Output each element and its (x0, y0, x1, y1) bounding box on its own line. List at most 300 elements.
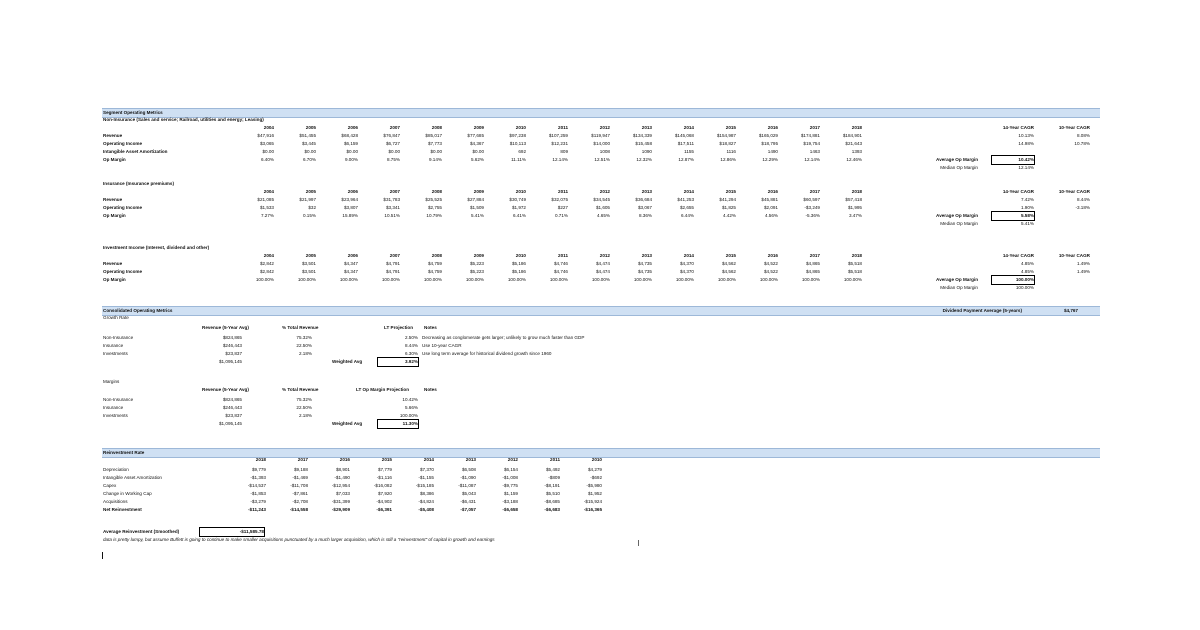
value-cell[interactable]: -$1,490 (334, 475, 350, 480)
pct-cell[interactable]: 75.32% (296, 397, 312, 402)
value-cell[interactable]: 10.51% (384, 213, 400, 218)
col-header[interactable]: Revenue (5-Year Avg) (202, 325, 249, 330)
value-cell[interactable]: $5,223 (469, 269, 484, 274)
value-cell[interactable]: 7.27% (260, 213, 274, 218)
value-cell[interactable]: $23,964 (341, 197, 358, 202)
value-cell[interactable]: $4,522 (763, 261, 778, 266)
value-cell[interactable]: $4,370 (679, 261, 694, 266)
year-header[interactable]: 2014 (683, 253, 694, 258)
value-cell[interactable]: $4,865 (805, 269, 820, 274)
value-cell[interactable]: -$1,853 (250, 491, 266, 496)
section-title[interactable]: Segment Operating Metrics (103, 110, 163, 115)
value-cell[interactable]: $30,749 (509, 197, 526, 202)
value-cell[interactable]: -$8,685 (544, 499, 560, 504)
value-cell[interactable]: 12.14% (552, 157, 568, 162)
col-header[interactable]: Notes (424, 387, 437, 392)
year-header[interactable]: 2012 (599, 125, 610, 130)
value-cell[interactable]: $25,525 (425, 197, 442, 202)
value-cell[interactable]: $41,253 (677, 197, 694, 202)
year-header[interactable]: 2013 (465, 457, 476, 462)
value-cell[interactable]: 6.40% (260, 157, 274, 162)
year-header[interactable]: 2013 (641, 125, 652, 130)
year-header[interactable]: 2007 (389, 253, 400, 258)
value-cell[interactable]: $32,075 (551, 197, 568, 202)
value-cell[interactable]: -$11,708 (290, 483, 308, 488)
value-cell[interactable]: $4,522 (763, 269, 778, 274)
year-header[interactable]: 2010 (591, 457, 602, 462)
cagr-cell[interactable]: 1.90% (1020, 205, 1034, 210)
year-header[interactable]: 2011 (558, 125, 568, 130)
value-cell[interactable]: $4,474 (595, 261, 610, 266)
value-cell[interactable]: -$809 (548, 475, 560, 480)
value-cell[interactable]: $165,029 (758, 133, 778, 138)
value-cell[interactable]: 100.00% (759, 277, 778, 282)
year-header[interactable]: 2008 (431, 253, 442, 258)
avg-reinvest-label[interactable]: Average Reinvestment (Smoothed) (103, 529, 180, 534)
year-header[interactable]: 2015 (725, 125, 736, 130)
reinvest-note[interactable]: data is pretty lumpy, but assume Buffett is going to continue to make smaller acquisitions punctuated by a much larger acquisition, which is still a "reinvestment" of capital in growth and earnings (103, 537, 495, 542)
avg-margin-label[interactable]: Average Op Margin (936, 213, 978, 218)
lt-cell[interactable]: 2.50% (404, 335, 418, 340)
year-header[interactable]: 2013 (641, 253, 652, 258)
value-cell[interactable]: $45,881 (761, 197, 778, 202)
year-header[interactable]: 2017 (809, 125, 820, 130)
cagr-cell[interactable]: 8.08% (1076, 133, 1090, 138)
value-cell[interactable]: $4,562 (721, 261, 736, 266)
value-cell[interactable]: 6.44% (680, 213, 694, 218)
value-cell[interactable]: -$5,408 (418, 507, 434, 512)
value-cell[interactable]: $4,367 (469, 141, 484, 146)
value-cell[interactable]: $4,865 (805, 261, 820, 266)
row-label[interactable]: Operating Income (103, 205, 143, 210)
value-cell[interactable]: $6,159 (343, 141, 358, 146)
row-label[interactable]: Acquisitions (103, 499, 128, 504)
row-label[interactable]: Insurance (103, 343, 124, 348)
value-cell[interactable]: $76,847 (383, 133, 400, 138)
value-cell[interactable]: $4,759 (427, 269, 442, 274)
value-cell[interactable]: -$11,087 (458, 483, 476, 488)
value-cell[interactable]: -$15,185 (415, 483, 434, 488)
value-cell[interactable]: 9.00% (344, 157, 358, 162)
value-cell[interactable]: -$11,243 (248, 507, 266, 512)
value-cell[interactable]: $4,370 (679, 269, 694, 274)
margins-title[interactable]: Margins (103, 379, 120, 384)
avg-margin-value[interactable]: 10.42% (992, 156, 1034, 164)
value-cell[interactable]: -$3,249 (804, 205, 820, 210)
value-cell[interactable]: $4,735 (637, 261, 652, 266)
value-cell[interactable]: $3,341 (385, 205, 400, 210)
value-cell[interactable]: $145,068 (674, 133, 694, 138)
value-cell[interactable]: -$3,279 (250, 499, 266, 504)
value-cell[interactable]: 100.00% (465, 277, 484, 282)
value-cell[interactable]: $7,033 (335, 491, 350, 496)
value-cell[interactable]: -$16,082 (373, 483, 392, 488)
value-cell[interactable]: $32 (308, 205, 316, 210)
value-cell[interactable]: 1490 (767, 149, 778, 154)
row-label[interactable]: Net Reinvestment (103, 507, 142, 512)
value-cell[interactable]: 100.00% (297, 277, 316, 282)
value-cell[interactable]: $21,643 (845, 141, 862, 146)
value-cell[interactable]: $0.00 (262, 149, 274, 154)
value-cell[interactable]: -$5,980 (586, 483, 602, 488)
col-header[interactable]: LT Op Margin Projection (356, 387, 409, 392)
cagr-header[interactable]: 14-Year CAGR (1002, 189, 1034, 194)
row-label[interactable]: Non-Insurance (103, 397, 134, 402)
value-cell[interactable]: $5,186 (511, 269, 526, 274)
value-cell[interactable]: 1090 (641, 149, 652, 154)
value-cell[interactable]: $47,916 (257, 133, 274, 138)
value-cell[interactable]: 100.00% (591, 277, 610, 282)
value-cell[interactable]: $21,085 (257, 197, 274, 202)
value-cell[interactable]: 12.29% (762, 157, 778, 162)
year-header[interactable]: 2005 (305, 189, 316, 194)
row-label[interactable]: Revenue (103, 197, 123, 202)
value-cell[interactable]: $27,884 (467, 197, 484, 202)
cagr-header[interactable]: 10-Year CAGR (1058, 125, 1090, 130)
median-margin-value[interactable]: 12.14% (1018, 165, 1034, 170)
value-cell[interactable]: $184,901 (842, 133, 862, 138)
year-header[interactable]: 2010 (515, 189, 526, 194)
avg-reinvest-value[interactable]: -$11,585.78 (200, 528, 264, 536)
pct-cell[interactable]: 75.32% (296, 335, 312, 340)
value-cell[interactable]: $4,347 (343, 261, 358, 266)
value-cell[interactable]: $21,997 (299, 197, 316, 202)
value-cell[interactable]: 6.70% (302, 157, 316, 162)
cagr-cell[interactable]: 1.49% (1076, 269, 1090, 274)
col-header[interactable]: LT Projection (384, 325, 414, 330)
rev-cell[interactable]: $23,837 (225, 351, 242, 356)
segment-title[interactable]: Non-Insurance (Sales and service; Railroad, utilities and energy; Leasing) (103, 117, 264, 122)
year-header[interactable]: 2013 (641, 189, 652, 194)
value-cell[interactable]: -$2,708 (292, 499, 308, 504)
value-cell[interactable]: $1,605 (595, 205, 610, 210)
year-header[interactable]: 2010 (515, 125, 526, 130)
value-cell[interactable]: $0.00 (472, 149, 484, 154)
value-cell[interactable]: $2,842 (259, 269, 274, 274)
value-cell[interactable]: -$7,861 (292, 491, 308, 496)
avg-margin-label[interactable]: Average Op Margin (936, 277, 978, 282)
value-cell[interactable]: $3,065 (259, 141, 274, 146)
note-cell[interactable]: Use long term average for historical dividend growth since 1960 (422, 351, 552, 356)
value-cell[interactable]: -$1,393 (250, 475, 266, 480)
value-cell[interactable]: -$15,924 (583, 499, 602, 504)
cagr-cell[interactable]: 7.42% (1020, 197, 1034, 202)
value-cell[interactable]: $227 (557, 205, 568, 210)
year-header[interactable]: 2018 (851, 125, 862, 130)
median-margin-value[interactable]: 100.00% (1015, 285, 1034, 290)
year-header[interactable]: 2015 (725, 189, 736, 194)
row-label[interactable]: Intangible Asset Amortization (103, 149, 168, 154)
value-cell[interactable]: $6,508 (461, 467, 476, 472)
growth-title[interactable]: Growth Rate (103, 315, 129, 320)
value-cell[interactable]: $17,511 (677, 141, 694, 146)
value-cell[interactable]: 15.89% (342, 213, 358, 218)
value-cell[interactable]: 1155 (684, 149, 694, 154)
value-cell[interactable]: $8,386 (419, 491, 434, 496)
value-cell[interactable]: -$14,537 (247, 483, 266, 488)
row-label[interactable]: Insurance (103, 405, 124, 410)
value-cell[interactable]: $36,684 (635, 197, 652, 202)
value-cell[interactable]: -$3,188 (502, 499, 518, 504)
value-cell[interactable]: 4.65% (596, 213, 610, 218)
value-cell[interactable]: 100.00% (801, 277, 820, 282)
row-label[interactable]: Change in Working Cap (103, 491, 152, 496)
value-cell[interactable]: $9,779 (251, 467, 266, 472)
value-cell[interactable]: $3,501 (301, 269, 316, 274)
value-cell[interactable]: $6,727 (385, 141, 400, 146)
value-cell[interactable]: 12.51% (594, 157, 610, 162)
median-margin-label[interactable]: Median Op Margin (940, 285, 978, 290)
value-cell[interactable]: $7,773 (427, 141, 442, 146)
value-cell[interactable]: -$9,775 (502, 483, 518, 488)
value-cell[interactable]: 100.00% (381, 277, 400, 282)
lt-cell[interactable]: 5.66% (404, 405, 418, 410)
value-cell[interactable]: $5,518 (847, 261, 862, 266)
value-cell[interactable]: -$4,902 (376, 499, 392, 504)
pct-cell[interactable]: 2.18% (298, 351, 312, 356)
value-cell[interactable]: -$31,399 (331, 499, 350, 504)
value-cell[interactable]: -$6,391 (376, 507, 392, 512)
year-header[interactable]: 2011 (550, 457, 560, 462)
avg-margin-value[interactable]: 5.58% (992, 212, 1034, 220)
value-cell[interactable]: 12.32% (636, 157, 652, 162)
value-cell[interactable]: $119,947 (591, 133, 610, 138)
value-cell[interactable]: $51,455 (299, 133, 316, 138)
year-header[interactable]: 2014 (683, 125, 694, 130)
row-label[interactable]: Op Margin (103, 157, 126, 162)
value-cell[interactable]: $3,445 (301, 141, 316, 146)
value-cell[interactable]: $5,043 (461, 491, 476, 496)
value-cell[interactable]: $3,501 (301, 261, 316, 266)
value-cell[interactable]: 0.71% (554, 213, 568, 218)
wavg-value[interactable]: 11.30% (378, 420, 418, 428)
median-margin-label[interactable]: Median Op Margin (940, 221, 978, 226)
segment-title[interactable]: Insurance (Insurance premiums) (103, 181, 174, 186)
year-header[interactable]: 2009 (473, 125, 484, 130)
value-cell[interactable]: 100.00% (717, 277, 736, 282)
value-cell[interactable]: 8.36% (638, 213, 652, 218)
segment-title[interactable]: Investment Income (Interest, dividend and other) (103, 245, 210, 250)
value-cell[interactable]: 692 (518, 149, 526, 154)
value-cell[interactable]: -$14,558 (289, 507, 308, 512)
value-cell[interactable]: 100.00% (339, 277, 358, 282)
value-cell[interactable]: $1,159 (503, 491, 518, 496)
value-cell[interactable]: $4,791 (385, 269, 400, 274)
value-cell[interactable]: $3,807 (343, 205, 358, 210)
value-cell[interactable]: $1,972 (511, 205, 526, 210)
year-header[interactable]: 2012 (507, 457, 518, 462)
year-header[interactable]: 2017 (809, 189, 820, 194)
lt-cell[interactable]: 6.30% (404, 351, 418, 356)
year-header[interactable]: 2017 (809, 253, 820, 258)
row-label[interactable]: Intangible Asset Amortization (103, 475, 162, 480)
value-cell[interactable]: $1,533 (259, 205, 274, 210)
note-cell[interactable]: Decreasing as conglomerate gets larger; unlikely to grow much faster than GDP (422, 335, 585, 340)
value-cell[interactable]: $1,509 (469, 205, 484, 210)
value-cell[interactable]: $2,091 (763, 205, 778, 210)
value-cell[interactable]: $0.00 (346, 149, 358, 154)
row-label[interactable]: Investments (103, 351, 128, 356)
year-header[interactable]: 2004 (263, 189, 274, 194)
col-header[interactable]: Notes (424, 325, 437, 330)
year-header[interactable]: 2006 (347, 253, 358, 258)
value-cell[interactable]: $4,791 (385, 261, 400, 266)
avg-margin-label[interactable]: Average Op Margin (936, 157, 978, 162)
value-cell[interactable]: 1008 (599, 149, 610, 154)
col-header[interactable]: Revenue (5-Year Avg) (202, 387, 249, 392)
year-header[interactable]: 2018 (255, 457, 266, 462)
rev-cell[interactable]: $824,865 (222, 397, 242, 402)
value-cell[interactable]: 0.15% (302, 213, 316, 218)
value-cell[interactable]: -$1,116 (376, 475, 392, 480)
row-label[interactable]: Revenue (103, 261, 123, 266)
value-cell[interactable]: 1116 (726, 149, 736, 154)
cagr-cell[interactable]: 4.85% (1020, 269, 1034, 274)
value-cell[interactable]: $4,746 (553, 269, 568, 274)
value-cell[interactable]: 12.14% (804, 157, 820, 162)
cagr-cell[interactable]: 1.49% (1076, 261, 1090, 266)
year-header[interactable]: 2011 (558, 189, 568, 194)
value-cell[interactable]: -$6,658 (502, 507, 518, 512)
section-title[interactable]: Reinvestment Rate (103, 450, 145, 455)
value-cell[interactable]: -$4,824 (418, 499, 434, 504)
value-cell[interactable]: 1463 (809, 149, 820, 154)
year-header[interactable]: 2009 (473, 189, 484, 194)
total-cell[interactable]: $1,095,145 (219, 359, 242, 364)
value-cell[interactable]: $85,017 (425, 133, 442, 138)
year-header[interactable]: 2018 (851, 189, 862, 194)
note-cell[interactable]: Use 10-year CAGR (422, 343, 462, 348)
row-label[interactable]: Investments (103, 413, 128, 418)
value-cell[interactable]: -$16,365 (583, 507, 602, 512)
value-cell[interactable]: 11.11% (511, 157, 526, 162)
cagr-cell[interactable]: 10.13% (1018, 133, 1034, 138)
value-cell[interactable]: $154,987 (716, 133, 736, 138)
year-header[interactable]: 2016 (767, 125, 778, 130)
year-header[interactable]: 2012 (599, 253, 610, 258)
total-cell[interactable]: $1,095,145 (219, 421, 242, 426)
value-cell[interactable]: $18,795 (761, 141, 778, 146)
value-cell[interactable]: -$6,431 (460, 499, 476, 504)
year-header[interactable]: 2006 (347, 125, 358, 130)
value-cell[interactable]: 8.75% (386, 157, 400, 162)
pct-cell[interactable]: 2.18% (298, 413, 312, 418)
value-cell[interactable]: $15,458 (635, 141, 652, 146)
value-cell[interactable]: 12.86% (720, 157, 736, 162)
cagr-header[interactable]: 14-Year CAGR (1002, 253, 1034, 258)
year-header[interactable]: 2007 (389, 189, 400, 194)
value-cell[interactable]: 100.00% (507, 277, 526, 282)
pct-cell[interactable]: 22.50% (296, 343, 312, 348)
dividend-label[interactable]: Dividend Payment Average (5-years) (942, 308, 1022, 313)
value-cell[interactable]: $9,188 (293, 467, 308, 472)
dividend-value[interactable]: $4,767 (1063, 308, 1078, 313)
value-cell[interactable]: 100.00% (255, 277, 274, 282)
value-cell[interactable]: $31,783 (383, 197, 400, 202)
median-margin-label[interactable]: Median Op Margin (940, 165, 978, 170)
value-cell[interactable]: 9.14% (428, 157, 442, 162)
cagr-header[interactable]: 14-Year CAGR (1002, 125, 1034, 130)
value-cell[interactable]: 6.41% (512, 213, 526, 218)
value-cell[interactable]: $7,779 (377, 467, 392, 472)
value-cell[interactable]: $5,223 (469, 261, 484, 266)
value-cell[interactable]: $2,842 (259, 261, 274, 266)
value-cell[interactable]: 5.62% (470, 157, 484, 162)
row-label[interactable]: Capex (103, 483, 117, 488)
value-cell[interactable]: 4.56% (764, 213, 778, 218)
rev-cell[interactable]: $23,837 (225, 413, 242, 418)
value-cell[interactable]: $4,474 (595, 269, 610, 274)
rev-cell[interactable]: $824,865 (222, 335, 242, 340)
value-cell[interactable]: $97,238 (509, 133, 526, 138)
year-header[interactable]: 2009 (473, 253, 484, 258)
cagr-header[interactable]: 10-Year CAGR (1058, 253, 1090, 258)
value-cell[interactable]: 5.41% (470, 213, 484, 218)
row-label[interactable]: Depreciation (103, 467, 129, 472)
value-cell[interactable]: $4,759 (427, 261, 442, 266)
value-cell[interactable]: $4,735 (637, 269, 652, 274)
pct-cell[interactable]: 22.50% (296, 405, 312, 410)
value-cell[interactable]: 809 (560, 149, 568, 154)
avg-margin-value[interactable]: 100.00% (992, 276, 1034, 284)
value-cell[interactable]: -$1,090 (460, 475, 476, 480)
value-cell[interactable]: 100.00% (423, 277, 442, 282)
lt-cell[interactable]: 8.44% (404, 343, 418, 348)
value-cell[interactable]: $2,755 (427, 205, 442, 210)
year-header[interactable]: 2015 (381, 457, 392, 462)
value-cell[interactable]: -$6,683 (544, 507, 560, 512)
value-cell[interactable]: $7,920 (377, 491, 392, 496)
value-cell[interactable]: $134,339 (632, 133, 652, 138)
value-cell[interactable]: 100.00% (675, 277, 694, 282)
year-header[interactable]: 2017 (297, 457, 308, 462)
cagr-cell[interactable]: 4.85% (1020, 261, 1034, 266)
value-cell[interactable]: $8,901 (335, 467, 350, 472)
value-cell[interactable]: -5.36% (805, 213, 820, 218)
value-cell[interactable]: $77,685 (467, 133, 484, 138)
year-header[interactable]: 2008 (431, 125, 442, 130)
value-cell[interactable]: 100.00% (843, 277, 862, 282)
value-cell[interactable]: -$1,469 (292, 475, 308, 480)
value-cell[interactable]: 10.79% (426, 213, 442, 218)
value-cell[interactable]: $0.00 (388, 149, 400, 154)
row-label[interactable]: Operating Income (103, 269, 143, 274)
wavg-value[interactable]: 3.92% (378, 358, 418, 366)
value-cell[interactable]: 4.42% (722, 213, 736, 218)
year-header[interactable]: 2008 (431, 189, 442, 194)
value-cell[interactable]: $1,995 (847, 205, 862, 210)
year-header[interactable]: 2004 (263, 125, 274, 130)
value-cell[interactable]: $68,428 (341, 133, 358, 138)
year-header[interactable]: 2004 (263, 253, 274, 258)
value-cell[interactable]: $5,510 (545, 491, 560, 496)
value-cell[interactable]: $19,754 (803, 141, 820, 146)
value-cell[interactable]: $0.00 (430, 149, 442, 154)
year-header[interactable]: 2010 (515, 253, 526, 258)
year-header[interactable]: 2007 (389, 125, 400, 130)
value-cell[interactable]: -$1,008 (502, 475, 518, 480)
year-header[interactable]: 2011 (558, 253, 568, 258)
value-cell[interactable]: $4,347 (343, 269, 358, 274)
year-header[interactable]: 2014 (683, 189, 694, 194)
value-cell[interactable]: $5,492 (545, 467, 560, 472)
rev-cell[interactable]: $246,443 (222, 405, 242, 410)
col-header[interactable]: % Total Revenue (282, 387, 319, 392)
value-cell[interactable]: $1,952 (587, 491, 602, 496)
row-label[interactable]: Op Margin (103, 213, 126, 218)
lt-cell[interactable]: 10.42% (402, 397, 418, 402)
value-cell[interactable]: $2,655 (679, 205, 694, 210)
